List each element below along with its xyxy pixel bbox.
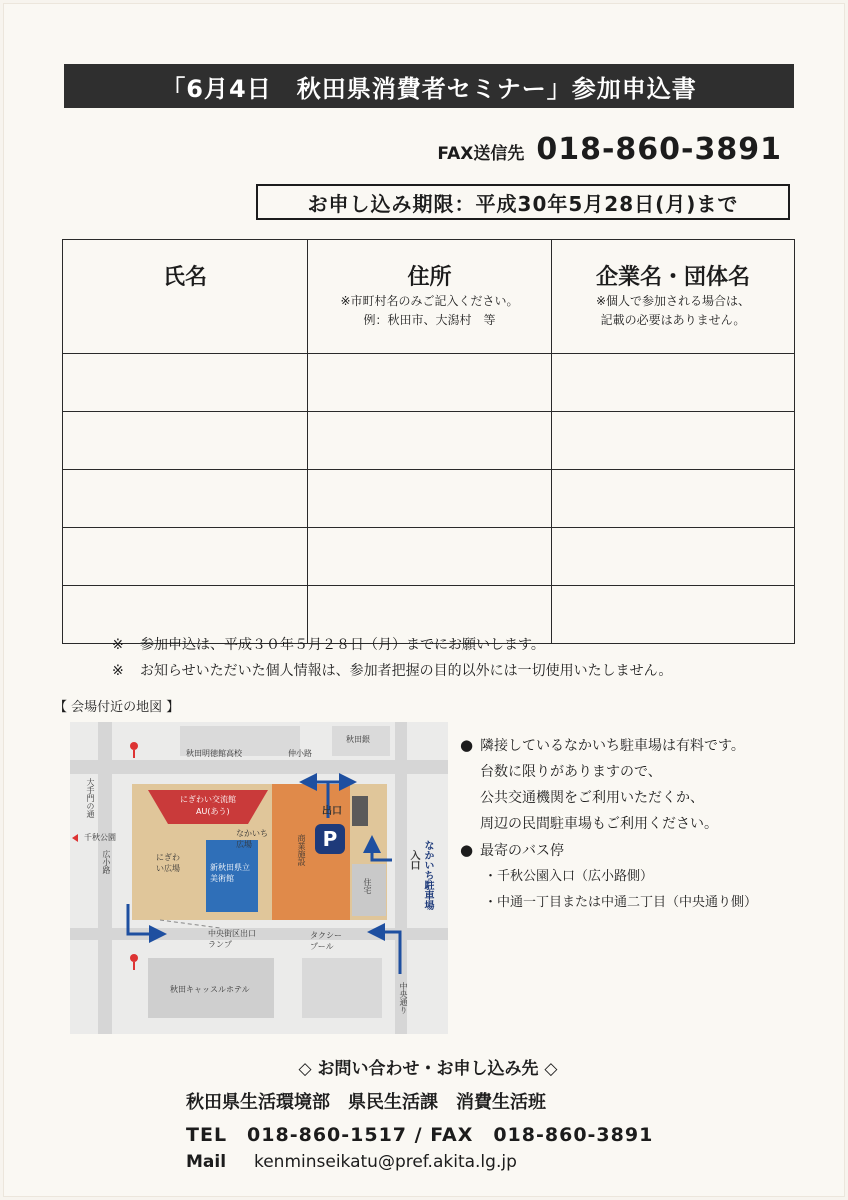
form-title: 「6月4日 秋田県消費者セミナー」参加申込書: [64, 64, 794, 108]
column-name-label: 氏名: [162, 265, 207, 290]
nigiwai-hall-label: にぎわい交流館: [180, 795, 236, 804]
exit-label: 出口: [322, 806, 342, 817]
column-organization: [552, 240, 795, 354]
parking-line: 周辺の民間駐車場もご利用ください。: [480, 816, 718, 832]
address-cell[interactable]: [308, 354, 552, 412]
parking-info: [460, 732, 820, 759]
hiro-koji-label: 広小路: [102, 850, 111, 874]
table-row: [63, 354, 795, 412]
column-address-note: ※市町村名のみご記入ください。: [340, 294, 519, 308]
parking-line: 隣接しているなかいち駐車場は有料です。: [480, 738, 745, 754]
senshu-park-label: 千秋公園: [84, 833, 116, 842]
venue-map: [70, 722, 448, 1034]
au-label: AU(あう): [196, 807, 230, 816]
address-cell[interactable]: [308, 470, 552, 528]
contact-heading: ◇ お問い合わせ・お申し込み先 ◇: [298, 1059, 558, 1079]
table-row: [63, 528, 795, 586]
bus-heading: 最寄のバス停: [480, 843, 564, 859]
note-mark: ※: [112, 637, 124, 653]
name-cell[interactable]: [63, 354, 308, 412]
housing-label: 住宅: [363, 878, 372, 894]
castle-hotel-label: 秋田キャッスルホテル: [170, 985, 250, 994]
name-cell[interactable]: [63, 528, 308, 586]
bus-stop-item: ・中通一丁目または中通二丁目（中央通り側）: [484, 895, 758, 910]
organization-cell[interactable]: [552, 528, 795, 586]
column-address-label: 住所: [407, 265, 452, 290]
commercial-label: 商業施設: [297, 834, 306, 866]
mail-label: Mail: [186, 1152, 227, 1172]
address-cell[interactable]: [308, 412, 552, 470]
note-privacy-text: お知らせいただいた個人情報は、参加者把握の目的以外には一切使用いたしません。: [140, 663, 673, 679]
bank-label: 秋田銀: [346, 735, 370, 744]
parking-line: 台数に限りがありますので、: [480, 764, 662, 780]
contact-tel-fax: TEL 018-860-1517 / FAX 018-860-3891: [186, 1124, 654, 1146]
contact-mail: [186, 1152, 517, 1172]
lane-label: 仲小路: [288, 749, 312, 758]
bus-info: [460, 837, 820, 864]
school-label: 秋田明徳館高校: [186, 749, 242, 758]
column-name: [63, 240, 308, 354]
note-item: [112, 632, 672, 658]
nakaichi-plaza-label: なかいち広場: [236, 829, 268, 849]
museum-label: 新秋田県立美術館: [210, 863, 250, 883]
mail-address[interactable]: kenminseikatu@pref.akita.lg.jp: [253, 1152, 517, 1172]
bus-stop-item: ・千秋公園入口（広小路側）: [484, 869, 654, 884]
fax-label: FAX送信先: [437, 144, 525, 164]
organization-cell[interactable]: [552, 354, 795, 412]
column-address-example: 例：秋田市、大潟村 等: [363, 313, 496, 327]
address-cell[interactable]: [308, 528, 552, 586]
column-organization-note: ※個人で参加される場合は、: [595, 294, 751, 308]
parking-name-label: なかいち駐車場: [422, 840, 433, 910]
parking-line: 公共交通機関をご利用いただくか、: [480, 790, 704, 806]
nigiwai-plaza-label: にぎわい広場: [156, 853, 180, 873]
name-cell[interactable]: [63, 470, 308, 528]
table-row: [63, 412, 795, 470]
parking-bullet: ●: [460, 736, 474, 754]
chuo-street-label: 中央通り: [399, 982, 408, 1014]
parking-icon: P: [315, 824, 345, 854]
route-arrows: [70, 722, 448, 1034]
fax-number: 018-860-3891: [536, 132, 782, 167]
column-address: [308, 240, 552, 354]
column-organization-label: 企業名・団体名: [595, 265, 750, 290]
note-mark: ※: [112, 663, 124, 679]
application-form-page: [3, 3, 845, 1197]
bus-bullet: ●: [460, 841, 474, 859]
contact-department: 秋田県生活環境部 県民生活課 消費生活班: [186, 1092, 546, 1113]
name-cell[interactable]: [63, 412, 308, 470]
entrance-label: 入口: [408, 850, 419, 870]
ote-street-label: 大手門の通: [86, 778, 95, 818]
note-deadline-text: 参加申込は、平成３０年５月２８日（月）までにお願いします。: [140, 637, 545, 653]
registration-table: [62, 239, 795, 644]
notes-list: [112, 632, 672, 684]
fax-destination: [437, 132, 782, 167]
access-info: [460, 732, 820, 916]
note-item: [112, 658, 672, 684]
organization-cell[interactable]: [552, 412, 795, 470]
organization-cell[interactable]: [552, 470, 795, 528]
taxi-label: タクシープール: [310, 931, 342, 951]
ramp-label: 中央街区出口ランプ: [208, 929, 256, 949]
deadline-box: お申し込み期限：平成30年5月28日(月)まで: [256, 184, 790, 220]
column-organization-note-2: 記載の必要はありません。: [600, 313, 746, 327]
map-heading: 【 会場付近の地図 】: [54, 700, 180, 715]
table-row: [63, 470, 795, 528]
